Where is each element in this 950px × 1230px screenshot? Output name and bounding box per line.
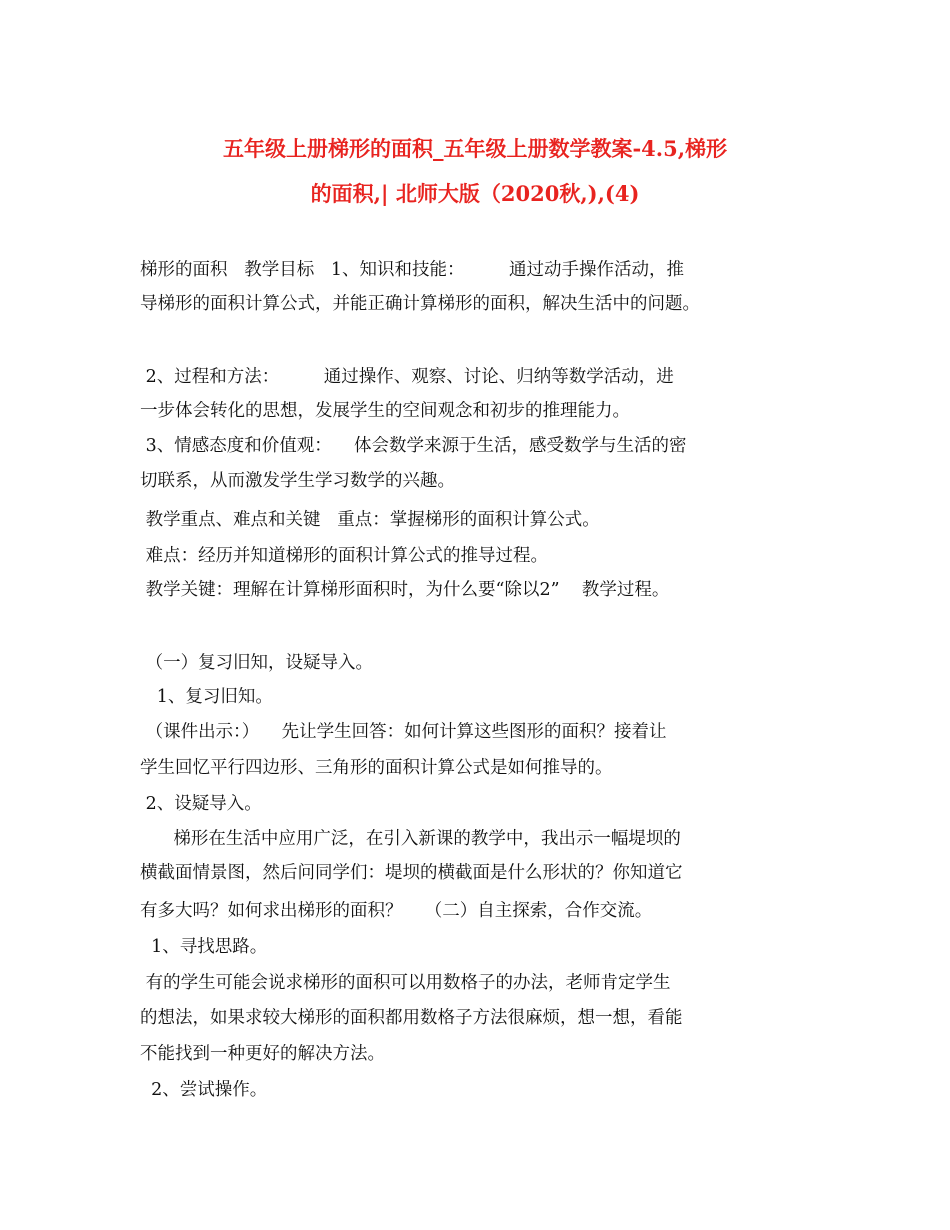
body-line-14: 2、设疑导入。 [140, 794, 262, 814]
body-line-13: 学生回忆平行四边形、三角形的面积计算公式是如何推导的。 [140, 758, 613, 778]
body-line-12: （课件出示：） 先让学生回答：如何计算这些图形的面积？接着让 [140, 722, 667, 742]
body-line-22: 2、尝试操作。 [140, 1080, 268, 1100]
body-line-17: 有多大吗？如何求出梯形的面积？ （二）自主探索，合作交流。 [140, 901, 653, 921]
body-line-21: 不能找到一种更好的解决方法。 [140, 1044, 385, 1064]
document-title-line-1: 五年级上册梯形的面积_五年级上册数学教案-4.5,梯形 [222, 136, 728, 161]
body-line-4: 一步体会转化的思想，发展学生的空间观念和初步的推理能力。 [140, 401, 630, 421]
body-line-10: （一）复习旧知，设疑导入。 [140, 653, 374, 673]
body-line-18: 1、寻找思路。 [140, 937, 268, 957]
body-line-6: 切联系，从而激发学生学习数学的兴趣。 [140, 471, 455, 491]
body-line-15: 梯形在生活中应用广泛，在引入新课的教学中，我出示一幅堤坝的 [140, 829, 681, 849]
body-line-2: 导梯形的面积计算公式，并能正确计算梯形的面积，解决生活中的问题。 [140, 294, 700, 314]
body-line-8: 难点：经历并知道梯形的面积计算公式的推导过程。 [140, 546, 549, 566]
body-line-19: 有的学生可能会说求梯形的面积可以用数格子的办法，老师肯定学生 [140, 973, 671, 993]
body-line-7: 教学重点、难点和关键 重点：掌握梯形的面积计算公式。 [140, 510, 600, 530]
body-line-5: 3、情感态度和价值观： 体会数学来源于生活，感受数学与生活的密 [140, 436, 687, 456]
document-title-line-2: 的面积,| 北师大版（2020秋,),(4) [310, 181, 640, 206]
body-line-16: 横截面情景图，然后问同学们：堤坝的横截面是什么形状的？你知道它 [140, 863, 683, 883]
body-line-1: 梯形的面积 教学目标 1、知识和技能： 通过动手操作活动，推 [140, 260, 685, 280]
body-line-9: 教学关键：理解在计算梯形面积时，为什么要“除以2” 教学过程。 [140, 580, 670, 600]
body-line-3: 2、过程和方法： 通过操作、观察、讨论、归纳等数学活动，进 [140, 367, 674, 387]
body-line-11: 1、复习旧知。 [140, 687, 273, 707]
body-line-20: 的想法，如果求较大梯形的面积都用数格子方法很麻烦，想一想，看能 [140, 1008, 683, 1028]
